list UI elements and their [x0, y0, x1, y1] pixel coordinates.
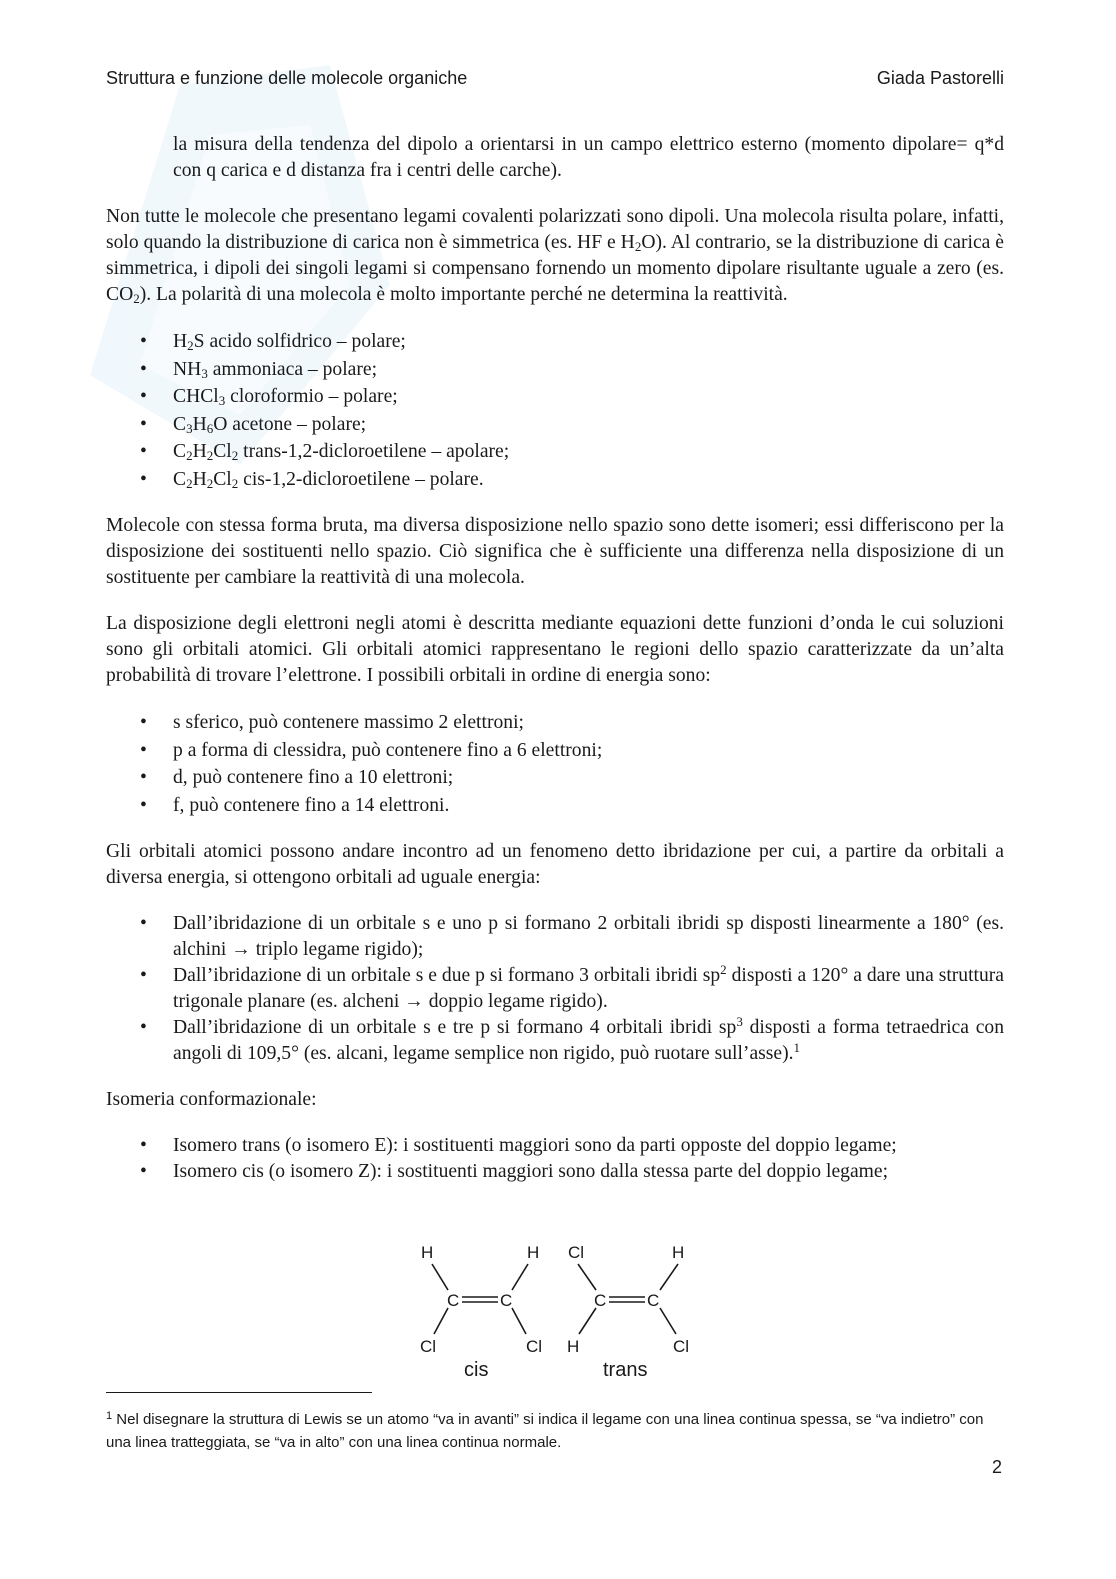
header-title: Struttura e funzione delle molecole organiche: [106, 68, 468, 88]
cis-trans-diagram: [416, 1240, 696, 1385]
atom-c: C: [594, 1291, 607, 1310]
intro-continuation: la misura della tendenza del dipolo a orientarsi in un campo elettrico esterno (momento dipolare= q*d con q carica e d distanza fra i centri delle carche).: [173, 134, 1004, 181]
footnote-number: 1: [106, 1410, 113, 1422]
list-item: • Isomero trans (o isomero E): i sostituenti maggiori sono da parti opposte del doppio legame;: [106, 1133, 1004, 1159]
bond-line: [434, 1308, 448, 1334]
arrow-icon: →: [231, 939, 251, 960]
bond-line: [660, 1308, 676, 1334]
orbitals-paragraph: La disposizione degli elettroni negli atomi è descritta mediante equazioni dette funzioni d’onda le cui soluzioni sono gli orbitali atomici. Gli orbitali atomici rappresentano le regioni dello spazio caratterizzate da un’alta probabilità di trovare l’elettrone. I possibili orbitali in ordine di energia sono:: [106, 613, 1004, 686]
atom-cl: Cl: [420, 1337, 437, 1356]
footnote-text: Nel disegnare la struttura di Lewis se un atomo “va in avanti” si indica il legame con una linea continua spessa, se “va indietro” con una linea tratteggiata, se “va in alto” con una linea continua normale.: [106, 1411, 984, 1451]
trans-label: trans: [603, 1359, 648, 1381]
list-item: • d, può contenere fino a 10 elettroni;: [106, 764, 1004, 792]
dipoles-paragraph: Non tutte le molecole che presentano legami covalenti polarizzati sono dipoli. Una molecola risulta polare, infatti, solo quando la distribuzione di carica non è simmetrica (es. HF e $H_2O$). Al contrario, se la distribuzione di carica è simmetrica, i dipoli dei singoli legami si compensano fornendo un momento dipolare risultante uguale a zero (es. $CO_2$). La polarità di una molecola è molto importante perché ne determina la reattività.: [106, 206, 1004, 306]
bond-line: [578, 1264, 596, 1290]
atom-h: H: [672, 1243, 685, 1262]
footnote: [106, 1408, 1008, 1454]
molecule-item: • $C_2H_2Cl_2$ trans-1,2-dicloroetilene – apolare;: [106, 438, 1004, 466]
atom-h: H: [527, 1243, 540, 1262]
conformational-list: [106, 1133, 1004, 1185]
molecule-item: • $C_2H_2Cl_2$ cis-1,2-dicloroetilene – polare.: [106, 466, 1004, 494]
footnote-ref[interactable]: 1: [793, 1040, 801, 1055]
header-author: Giada Pastorelli: [876, 68, 1004, 88]
atom-c: C: [500, 1291, 513, 1310]
atom-h: H: [421, 1243, 434, 1262]
bond-line: [660, 1264, 678, 1290]
conformational-heading: Isomeria conformazionale:: [106, 1089, 317, 1110]
molecule-list: [106, 328, 1004, 493]
molecule-item: • CHCl$_3$ cloroformio – polare;: [106, 383, 1004, 411]
atom-c: C: [647, 1291, 660, 1310]
hybridization-sp3: • Dall’ibridazione di un orbitale s e tre p si formano 4 orbitali ibridi $sp^3$ disposti a forma tetraedrica con angoli di 109,5° (es. alcani, legame semplice non rigido, può ruotare sull’asse).$^1$: [106, 1015, 1004, 1067]
atom-cl: Cl: [568, 1243, 585, 1262]
hybridization-sp: • Dall’ibridazione di un orbitale s e uno p si formano 2 orbitali ibridi sp disposti linearmente a 180° (es. alchini → triplo legame rigido);: [106, 911, 1004, 963]
atom-h: H: [567, 1337, 580, 1356]
orbital-list: [106, 709, 1004, 819]
molecule-item: • $NH_3$ ammoniaca – polare;: [106, 356, 1004, 384]
atom-cl: Cl: [526, 1337, 543, 1356]
arrow-icon: →: [404, 991, 424, 1012]
bond-line: [512, 1264, 528, 1290]
list-item: • Isomero cis (o isomero Z): i sostituenti maggiori sono dalla stessa parte del doppio legame;: [106, 1159, 1004, 1185]
molecule-item: • $C_3H_6O$ acetone – polare;: [106, 411, 1004, 439]
list-item: • f, può contenere fino a 14 elettroni.: [106, 792, 1004, 820]
page-number: 2: [991, 1457, 1002, 1477]
list-item: • p a forma di clessidra, può contenere fino a 6 elettroni;: [106, 737, 1004, 765]
cis-label: cis: [464, 1359, 489, 1381]
hybridization-list: [106, 911, 1004, 1067]
bond-line: [512, 1308, 526, 1334]
bond-line: [579, 1308, 596, 1334]
atom-c: C: [447, 1291, 460, 1310]
molecule-item: • $H_2S$ acido solfidrico – polare;: [106, 328, 1004, 356]
hybridization-sp2: • Dall’ibridazione di un orbitale s e due p si formano 3 orbitali ibridi $sp^2$ disposti a 120° a dare una struttura trigonale planare (es. alcheni → doppio legame rigido).: [106, 963, 1004, 1015]
bond-line: [432, 1264, 448, 1290]
isomers-paragraph: Molecole con stessa forma bruta, ma diversa disposizione nello spazio sono dette isomeri; essi differiscono per la disposizione dei sostituenti nello spazio. Ciò significa che è sufficiente una differenza nella disposizione di un sostituente per cambiare la reattività di una molecola.: [106, 515, 1004, 588]
footnote-divider: [106, 1392, 372, 1393]
atom-cl: Cl: [673, 1337, 690, 1356]
page-body: [106, 132, 1004, 1205]
hybridization-paragraph: Gli orbitali atomici possono andare incontro ad un fenomeno detto ibridazione per cui, a partire da orbitali a diversa energia, si ottengono orbitali ad uguale energia:: [106, 841, 1004, 888]
list-item: • s sferico, può contenere massimo 2 elettroni;: [106, 709, 1004, 737]
